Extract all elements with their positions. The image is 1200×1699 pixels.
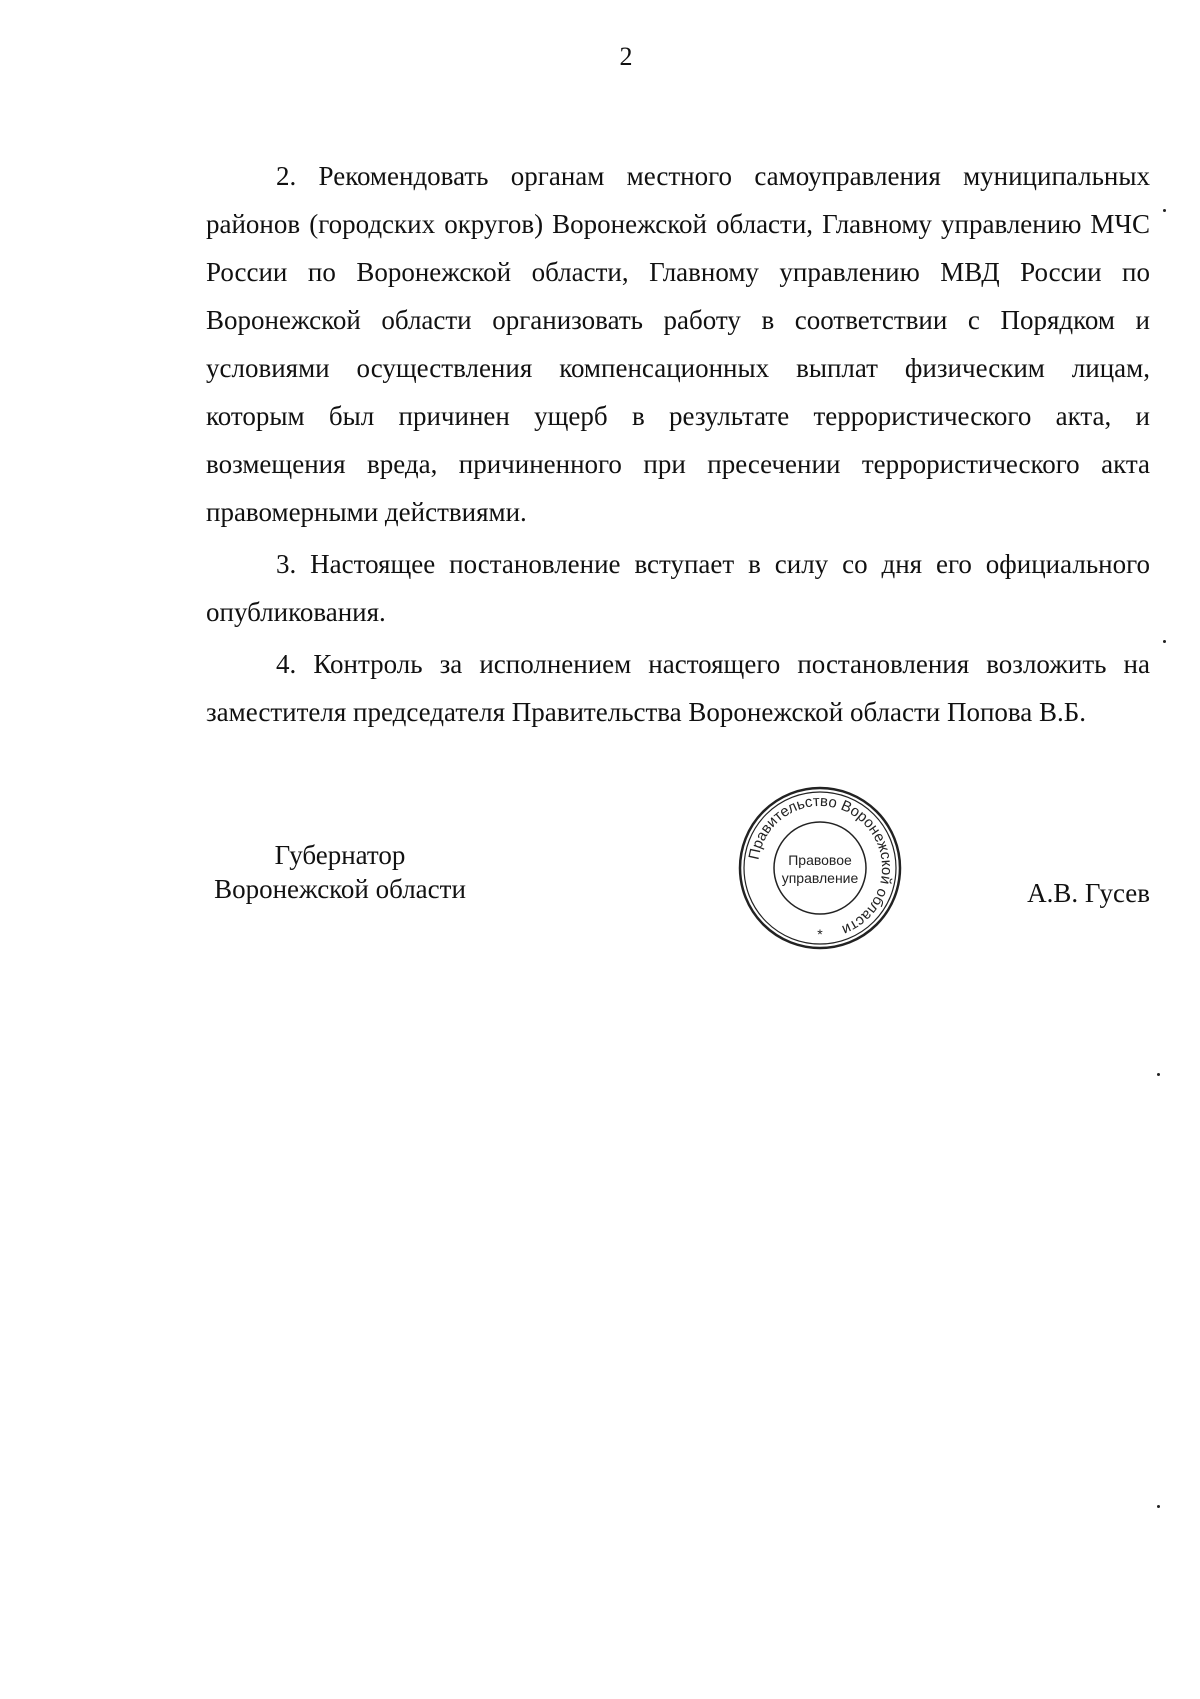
signatory-name: А.В. Гусев [1027, 878, 1150, 908]
stamp-star: * [817, 926, 823, 942]
scan-speck [1163, 640, 1166, 643]
stamp-outer-text: Правительство Воронежской области [745, 792, 896, 939]
official-stamp [735, 783, 905, 953]
page-number: 2 [619, 42, 633, 71]
paragraph-4: 4. Контроль за исполнением настоящего постановления возложить на заместителя председателя Правительства Воронежской области Попова В.Б. [206, 649, 1150, 727]
scan-speck [1163, 209, 1166, 212]
scan-speck [1157, 1073, 1160, 1076]
document-body [206, 152, 1150, 740]
signatory-title-line1: Губернатор [274, 840, 406, 870]
paragraph-2: 2. Рекомендовать органам местного самоуправления муниципальных районов (городских округов) Воронежской области, Главному управлению МЧС России по Воронежской области, Главному управлению МВД России по Воронежской области организовать работу в соответствии с Порядком и условиями осуществления компенсационных выплат физическим лицам, которым был причинен ущерб в результате террористического акта, и возмещения вреда, причиненного при пресечении террористического акта правомерными действиями. [206, 161, 1150, 527]
paragraph-3: 3. Настоящее постановление вступает в силу со дня его официального опубликования. [206, 549, 1150, 627]
signatory-title [200, 838, 480, 906]
stamp-inner-line1: Правовое [788, 852, 852, 868]
scan-speck [1157, 1505, 1160, 1508]
signatory-title-line2: Воронежской области [214, 874, 466, 904]
stamp-inner-line2: управление [781, 870, 859, 886]
